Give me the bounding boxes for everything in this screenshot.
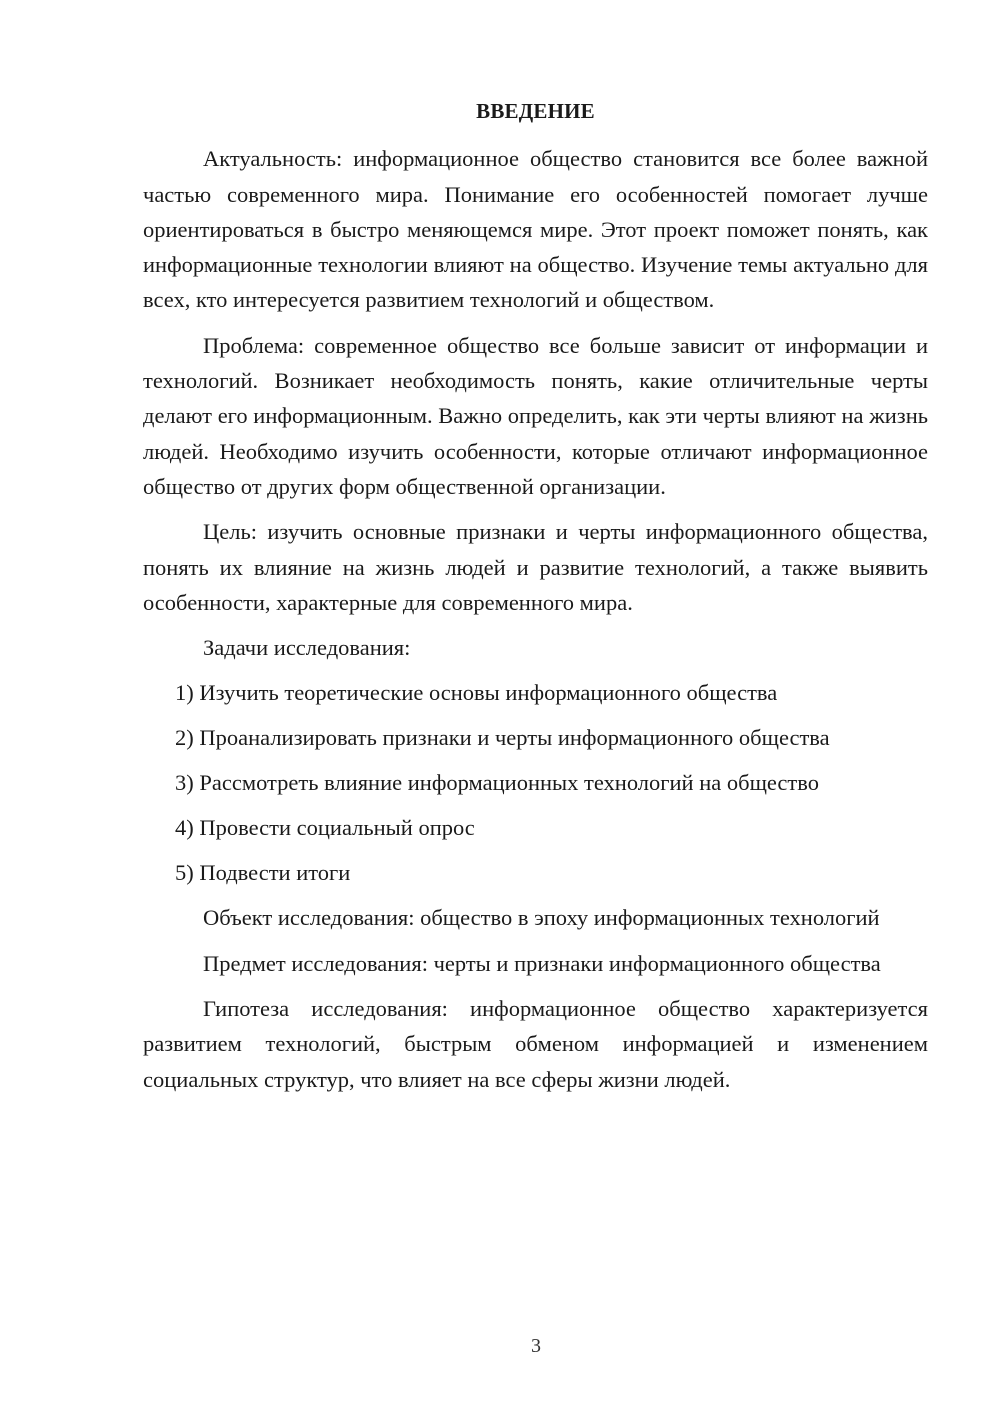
- page-number: 3: [531, 1335, 541, 1357]
- hypothesis-paragraph: Гипотеза исследования: информационное общество характеризуется развитием технологий, быстрым обменом информацией и изменением социальных структур, что влияет на все сферы жизни людей.: [143, 995, 928, 1092]
- tasks-heading: Задачи исследования:: [203, 635, 411, 661]
- problem-paragraph: Проблема: современное общество все больше зависит от информации и технологий. Возникает необходимость понять, какие отличительные черты делают его информационным. Важно определить, как эти черты влияют на жизнь людей. Необходимо изучить особенности, которые отличают информационное общество от других форм общественной организации.: [143, 332, 928, 499]
- task-item-1: 1) Изучить теоретические основы информационного общества: [175, 680, 778, 706]
- task-item-4: 4) Провести социальный опрос: [175, 815, 475, 841]
- page-title: ВВЕДЕНИЕ: [476, 99, 595, 123]
- task-item-5: 5) Подвести итоги: [175, 860, 351, 886]
- relevance-paragraph: Актуальность: информационное общество становится все более важной частью современного мира. Понимание его особенностей помогает лучше ориентироваться в быстро меняющемся мире. Этот проект поможет понять, как информационные технологии влияют на общество. Изучение темы актуально для всех, кто интересуется развитием технологий и обществом.: [143, 146, 928, 313]
- object-paragraph: Объект исследования: общество в эпоху информационных технологий: [203, 905, 880, 931]
- subject-paragraph: Предмет исследования: черты и признаки информационного общества: [203, 950, 881, 976]
- goal-paragraph: Цель: изучить основные признаки и черты информационного общества, понять их влияние на жизнь людей и развитие технологий, а также выявить особенности, характерные для современного мира.: [143, 519, 928, 615]
- page-body: [143, 94, 928, 1107]
- task-item-3: 3) Рассмотреть влияние информационных технологий на общество: [175, 770, 819, 796]
- tasks-list: [143, 675, 928, 890]
- task-item-2: 2) Проанализировать признаки и черты информационного общества: [175, 725, 830, 751]
